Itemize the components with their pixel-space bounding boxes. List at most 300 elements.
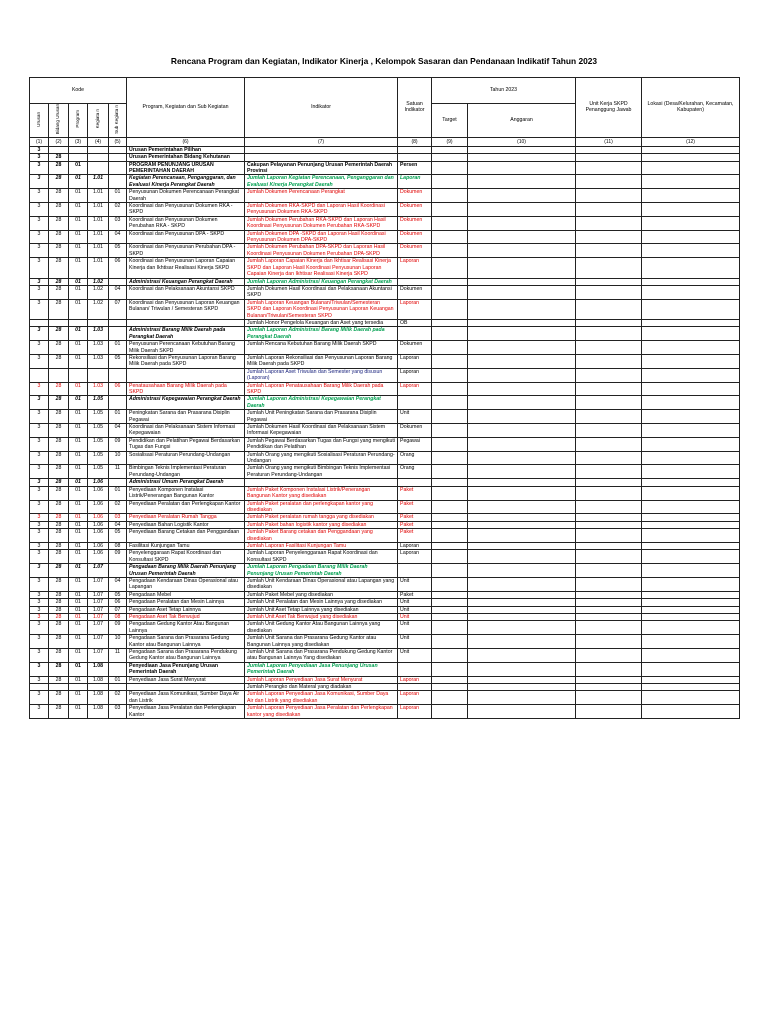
- cell-sub-kegiatan: 09: [109, 621, 127, 635]
- cell-program: 01: [69, 451, 88, 465]
- cell-urusan: 3: [30, 175, 49, 189]
- cell-program-kegiatan: Administrasi Kepegawaian Perangkat Daerah: [127, 396, 245, 410]
- cell-bidang: 28: [49, 606, 69, 613]
- cell-target: [432, 684, 468, 691]
- cell-urusan: 3: [30, 161, 49, 175]
- cell-lokasi: [642, 319, 740, 326]
- cell-target: [432, 599, 468, 606]
- cell-indikator: Jumlah Rencana Kebutuhan Barang Milik Daerah SKPD: [245, 341, 398, 355]
- cell-unit-kerja: [576, 691, 642, 705]
- cell-lokasi: [642, 341, 740, 355]
- header-urusan: Urusan: [30, 104, 49, 138]
- cell-urusan: 3: [30, 662, 49, 676]
- cell-satuan: OB: [398, 319, 432, 326]
- cell-anggaran: [468, 175, 576, 189]
- cell-target: [432, 354, 468, 368]
- cell-satuan: Unit: [398, 614, 432, 621]
- cell-satuan: Dokumen: [398, 285, 432, 299]
- cell-kegiatan: 1.07: [88, 591, 109, 598]
- cell-lokasi: [642, 649, 740, 663]
- cell-kegiatan: 1.08: [88, 676, 109, 683]
- cell-sub-kegiatan: 07: [109, 299, 127, 319]
- cell-program: [69, 146, 88, 153]
- cell-program: 01: [69, 529, 88, 543]
- cell-satuan: Unit: [398, 649, 432, 663]
- cell-unit-kerja: [576, 514, 642, 521]
- cell-lokasi: [642, 161, 740, 175]
- header-sub-kegiatan: Sub Kegiata n: [109, 104, 127, 138]
- cell-bidang: 28: [49, 175, 69, 189]
- cell-unit-kerja: [576, 529, 642, 543]
- cell-target: [432, 564, 468, 578]
- cell-indikator: Jumlah Unit Aset Tetap Lainnya yang disediakan: [245, 606, 398, 613]
- cell-unit-kerja: [576, 299, 642, 319]
- cell-unit-kerja: [576, 146, 642, 153]
- cell-program: 01: [69, 662, 88, 676]
- cell-lokasi: [642, 278, 740, 285]
- table-row: [30, 244, 740, 258]
- cell-program: 01: [69, 705, 88, 719]
- cell-urusan: 3: [30, 341, 49, 355]
- cell-indikator: Jumlah Pegawai Berdasarkan Tugas dan Fungsi yang mengikuti Pendidikan dan Pelatihan: [245, 437, 398, 451]
- cell-kegiatan: 1.01: [88, 203, 109, 217]
- cell-kegiatan: 1.01: [88, 216, 109, 230]
- cell-sub-kegiatan: 05: [109, 529, 127, 543]
- cell-urusan: 3: [30, 550, 49, 564]
- cell-unit-kerja: [576, 410, 642, 424]
- header-kode: Kode: [30, 78, 127, 104]
- cell-bidang: 28: [49, 550, 69, 564]
- cell-target: [432, 175, 468, 189]
- cell-sub-kegiatan: 07: [109, 606, 127, 613]
- cell-satuan: Laporan: [398, 691, 432, 705]
- cell-sub-kegiatan: [109, 684, 127, 691]
- cell-bidang: 28: [49, 258, 69, 278]
- cell-target: [432, 437, 468, 451]
- cell-urusan: 3: [30, 591, 49, 598]
- cell-kegiatan: 1.08: [88, 705, 109, 719]
- cell-urusan: 3: [30, 691, 49, 705]
- cell-program: 01: [69, 564, 88, 578]
- cell-lokasi: [642, 175, 740, 189]
- cell-lokasi: [642, 635, 740, 649]
- table-row: [30, 382, 740, 396]
- cell-program: 01: [69, 550, 88, 564]
- cell-target: [432, 327, 468, 341]
- cell-urusan: 3: [30, 676, 49, 683]
- cell-program: 01: [69, 649, 88, 663]
- cell-sub-kegiatan: 04: [109, 424, 127, 438]
- cell-program: 01: [69, 635, 88, 649]
- cell-target: [432, 341, 468, 355]
- table-row: [30, 437, 740, 451]
- header-bidang-urusan: Bidang Urusan: [49, 104, 69, 138]
- cell-indikator: Jumlah Laporan Capaian Kinerja dan Ikhtisar Realisasi Kinerja SKPD dan Laporan Hasil Koordinasi Penyusunan Laporan Capaian Kinerja dan Ikhtisar Realisasi Kinerja SKPD: [245, 258, 398, 278]
- cell-indikator: Jumlah Laporan Penatausahaan Barang Milik Daerah pada SKPD: [245, 382, 398, 396]
- cell-target: [432, 396, 468, 410]
- cell-sub-kegiatan: [109, 161, 127, 175]
- column-number: (4): [88, 137, 109, 146]
- cell-program-kegiatan: Fasilitasi Kunjungan Tamu: [127, 542, 245, 549]
- cell-program: 01: [69, 606, 88, 613]
- cell-satuan: Unit: [398, 635, 432, 649]
- cell-urusan: 3: [30, 146, 49, 153]
- cell-target: [432, 278, 468, 285]
- cell-indikator: Jumlah Laporan Rekonsiliasi dan Penyusunan Laporan Barang Milik Daerah pada SKPD: [245, 354, 398, 368]
- cell-urusan: 3: [30, 258, 49, 278]
- cell-anggaran: [468, 621, 576, 635]
- cell-satuan: Laporan: [398, 299, 432, 319]
- cell-unit-kerja: [576, 465, 642, 479]
- cell-anggaran: [468, 564, 576, 578]
- cell-indikator: Jumlah Unit Gedung Kantor Atau Bangunan Lainnya yang disediakan: [245, 621, 398, 635]
- cell-program-kegiatan: Pengadaan Sarana dan Prasarana Pendukung Gedung Kantor atau Bangunan Lainnya: [127, 649, 245, 663]
- cell-program-kegiatan: Pengadaan Aset Tetap Lainnya: [127, 606, 245, 613]
- cell-anggaran: [468, 705, 576, 719]
- cell-bidang: 28: [49, 161, 69, 175]
- cell-kegiatan: 1.05: [88, 465, 109, 479]
- cell-urusan: 3: [30, 606, 49, 613]
- cell-program-kegiatan: [127, 368, 245, 382]
- cell-target: [432, 368, 468, 382]
- cell-anggaran: [468, 577, 576, 591]
- cell-indikator: Jumlah Unit Kendaraan Dinas Operasional atau Lapangan yang disediakan: [245, 577, 398, 591]
- cell-target: [432, 542, 468, 549]
- cell-bidang: 28: [49, 451, 69, 465]
- cell-indikator: Jumlah Dokumen DPA -SKPD dan Laporan Hasil Koordinasi Penyusunan Dokumen DPA-SKPD: [245, 230, 398, 244]
- cell-program: 01: [69, 341, 88, 355]
- table-row: [30, 203, 740, 217]
- cell-program-kegiatan: Penyusunan Perencanaan Kebutuhan Barang Milik Daerah SKPD: [127, 341, 245, 355]
- cell-unit-kerja: [576, 341, 642, 355]
- table-row: [30, 591, 740, 598]
- cell-sub-kegiatan: 03: [109, 514, 127, 521]
- cell-anggaran: [468, 216, 576, 230]
- cell-urusan: 3: [30, 465, 49, 479]
- cell-indikator: Jumlah Dokumen Hasil Koordinasi dan Pelaksanaan Sistem Informasi Kepegawaian: [245, 424, 398, 438]
- cell-sub-kegiatan: 02: [109, 691, 127, 705]
- cell-sub-kegiatan: 11: [109, 649, 127, 663]
- table-row: [30, 500, 740, 514]
- cell-lokasi: [642, 591, 740, 598]
- cell-indikator: Jumlah Paket peralatan dan perlengkapan kantor yang disediakan: [245, 500, 398, 514]
- document-title: Rencana Program dan Kegiatan, Indikator Kinerja , Kelompok Sasaran dan Pendanaan Indikatif Tahun 2023: [170, 56, 598, 66]
- cell-target: [432, 230, 468, 244]
- cell-kegiatan: 1.07: [88, 649, 109, 663]
- cell-satuan: Unit: [398, 410, 432, 424]
- cell-kegiatan: 1.01: [88, 244, 109, 258]
- table-row: [30, 319, 740, 326]
- header-satuan: Satuan Indikator: [398, 78, 432, 138]
- cell-indikator: Jumlah Paket peralatan rumah tangga yang disediakan: [245, 514, 398, 521]
- header-target: Target: [432, 104, 468, 138]
- cell-indikator: Jumlah Laporan Penyediaan Jasa Peralatan dan Perlengkapan kantor yang disediakan: [245, 705, 398, 719]
- cell-lokasi: [642, 486, 740, 500]
- cell-unit-kerja: [576, 591, 642, 598]
- cell-satuan: Laporan: [398, 175, 432, 189]
- cell-bidang: [49, 146, 69, 153]
- cell-bidang: 28: [49, 591, 69, 598]
- cell-lokasi: [642, 500, 740, 514]
- cell-urusan: 3: [30, 649, 49, 663]
- cell-indikator: Jumlah Unit Sarana dan Prasarana Gedung Kantor atau Bangunan Lainnya yang disediakan: [245, 635, 398, 649]
- cell-unit-kerja: [576, 479, 642, 486]
- cell-program: 01: [69, 621, 88, 635]
- column-number: (10): [468, 137, 576, 146]
- cell-program-kegiatan: Penyediaan Barang Cetakan dan Penggandaan: [127, 529, 245, 543]
- cell-kegiatan: 1.01: [88, 230, 109, 244]
- cell-target: [432, 621, 468, 635]
- cell-bidang: 28: [49, 577, 69, 591]
- cell-unit-kerja: [576, 705, 642, 719]
- cell-lokasi: [642, 396, 740, 410]
- cell-program: 01: [69, 614, 88, 621]
- cell-lokasi: [642, 189, 740, 203]
- cell-program-kegiatan: Penyediaan Peralatan dan Perlengkapan Kantor: [127, 500, 245, 514]
- cell-sub-kegiatan: 09: [109, 550, 127, 564]
- cell-program: 01: [69, 500, 88, 514]
- cell-lokasi: [642, 606, 740, 613]
- column-number: (7): [245, 137, 398, 146]
- cell-bidang: 28: [49, 299, 69, 319]
- cell-target: [432, 154, 468, 161]
- column-number: (6): [127, 137, 245, 146]
- cell-indikator: Jumlah Paket Mebel yang disediakan: [245, 591, 398, 598]
- cell-unit-kerja: [576, 437, 642, 451]
- cell-program: 01: [69, 410, 88, 424]
- cell-satuan: Dokumen: [398, 230, 432, 244]
- cell-program: 01: [69, 591, 88, 598]
- cell-urusan: 3: [30, 514, 49, 521]
- cell-satuan: Laporan: [398, 542, 432, 549]
- cell-program: [69, 319, 88, 326]
- cell-kegiatan: 1.06: [88, 529, 109, 543]
- cell-lokasi: [642, 410, 740, 424]
- program-table: [29, 77, 740, 719]
- cell-bidang: 28: [49, 564, 69, 578]
- cell-sub-kegiatan: 01: [109, 486, 127, 500]
- header-program-kegiatan: Program, Kegiatan dan Sub Kegiatan: [127, 78, 245, 138]
- cell-urusan: 3: [30, 285, 49, 299]
- cell-urusan: 3: [30, 154, 49, 161]
- cell-kegiatan: 1.03: [88, 327, 109, 341]
- cell-program: [69, 684, 88, 691]
- cell-program: 01: [69, 285, 88, 299]
- cell-anggaran: [468, 285, 576, 299]
- cell-sub-kegiatan: [109, 154, 127, 161]
- cell-target: [432, 479, 468, 486]
- table-row: [30, 327, 740, 341]
- cell-bidang: 28: [49, 521, 69, 528]
- table-row: [30, 479, 740, 486]
- cell-bidang: 28: [49, 216, 69, 230]
- cell-target: [432, 500, 468, 514]
- cell-lokasi: [642, 662, 740, 676]
- cell-program-kegiatan: Koordinasi dan Penyusunan Dokumen Perubahan RKA - SKPD: [127, 216, 245, 230]
- cell-unit-kerja: [576, 285, 642, 299]
- cell-satuan: Paket: [398, 486, 432, 500]
- table-row: [30, 684, 740, 691]
- cell-bidang: 28: [49, 437, 69, 451]
- cell-target: [432, 146, 468, 153]
- cell-bidang: 28: [49, 230, 69, 244]
- cell-indikator: Jumlah Paket Komponen Instalasi Listrik/Penerangan Bangunan Kantor yang disediakan: [245, 486, 398, 500]
- cell-kegiatan: 1.01: [88, 258, 109, 278]
- cell-lokasi: [642, 521, 740, 528]
- cell-kegiatan: 1.05: [88, 396, 109, 410]
- cell-kegiatan: 1.08: [88, 691, 109, 705]
- cell-kegiatan: 1.02: [88, 278, 109, 285]
- cell-kegiatan: [88, 161, 109, 175]
- cell-kegiatan: 1.07: [88, 635, 109, 649]
- cell-program-kegiatan: Penyediaan Bahan Logistik Kantor: [127, 521, 245, 528]
- column-number-row: [30, 137, 740, 146]
- table-row: [30, 577, 740, 591]
- cell-satuan: Laporan: [398, 354, 432, 368]
- cell-program: 01: [69, 382, 88, 396]
- cell-indikator: Jumlah Orang yang mengikuti Sosialisasi Peraturan Perundang-Undangan: [245, 451, 398, 465]
- cell-program: 01: [69, 216, 88, 230]
- cell-satuan: Paket: [398, 500, 432, 514]
- cell-program-kegiatan: Penyediaan Komponen Instalasi Listrik/Penerangan Bangunan Kantor: [127, 486, 245, 500]
- cell-anggaran: [468, 424, 576, 438]
- cell-bidang: 28: [49, 154, 69, 161]
- cell-lokasi: [642, 465, 740, 479]
- table-row: [30, 614, 740, 621]
- cell-urusan: 3: [30, 244, 49, 258]
- cell-urusan: 3: [30, 705, 49, 719]
- cell-target: [432, 521, 468, 528]
- cell-lokasi: [642, 327, 740, 341]
- cell-unit-kerja: [576, 189, 642, 203]
- cell-anggaran: [468, 189, 576, 203]
- cell-target: [432, 550, 468, 564]
- cell-unit-kerja: [576, 550, 642, 564]
- cell-program: 01: [69, 424, 88, 438]
- cell-urusan: 3: [30, 230, 49, 244]
- cell-indikator: Jumlah Dokumen Perubahan RKA-SKPD dan Laporan Hasil Koordinasi Penyusunan Dokumen Perubahan RKA-SKPD: [245, 216, 398, 230]
- cell-kegiatan: 1.06: [88, 521, 109, 528]
- cell-anggaran: [468, 451, 576, 465]
- cell-program-kegiatan: Kegiatan Perencanaan, Penganggaran, dan Evaluasi Kinerja Perangkat Daerah: [127, 175, 245, 189]
- cell-program: 01: [69, 161, 88, 175]
- cell-satuan: [398, 327, 432, 341]
- cell-unit-kerja: [576, 319, 642, 326]
- column-number: (5): [109, 137, 127, 146]
- cell-target: [432, 676, 468, 683]
- cell-urusan: 3: [30, 451, 49, 465]
- column-number: (11): [576, 137, 642, 146]
- column-number: (3): [69, 137, 88, 146]
- cell-unit-kerja: [576, 327, 642, 341]
- cell-program-kegiatan: Pengadaan Barang Milik Daerah Penunjang Urusan Pemerintah Daerah: [127, 564, 245, 578]
- cell-target: [432, 705, 468, 719]
- cell-lokasi: [642, 354, 740, 368]
- cell-kegiatan: 1.05: [88, 410, 109, 424]
- cell-unit-kerja: [576, 684, 642, 691]
- cell-urusan: 3: [30, 424, 49, 438]
- table-row: [30, 621, 740, 635]
- cell-program: 01: [69, 354, 88, 368]
- cell-satuan: Unit: [398, 599, 432, 606]
- cell-urusan: 3: [30, 599, 49, 606]
- cell-satuan: [398, 684, 432, 691]
- cell-anggaran: [468, 341, 576, 355]
- cell-sub-kegiatan: 05: [109, 244, 127, 258]
- cell-sub-kegiatan: 08: [109, 614, 127, 621]
- cell-lokasi: [642, 285, 740, 299]
- cell-satuan: Laporan: [398, 550, 432, 564]
- cell-indikator: Jumlah Dokumen Perencanaan Perangkat: [245, 189, 398, 203]
- cell-unit-kerja: [576, 230, 642, 244]
- cell-bidang: 28: [49, 341, 69, 355]
- table-row: [30, 514, 740, 521]
- table-row: [30, 154, 740, 161]
- cell-program: 01: [69, 244, 88, 258]
- cell-lokasi: [642, 514, 740, 521]
- cell-target: [432, 244, 468, 258]
- table-row: [30, 258, 740, 278]
- cell-unit-kerja: [576, 500, 642, 514]
- cell-sub-kegiatan: 04: [109, 521, 127, 528]
- cell-target: [432, 514, 468, 521]
- table-row: [30, 299, 740, 319]
- table-row: [30, 341, 740, 355]
- cell-lokasi: [642, 424, 740, 438]
- cell-lokasi: [642, 705, 740, 719]
- cell-target: [432, 319, 468, 326]
- table-row: [30, 691, 740, 705]
- cell-urusan: 3: [30, 577, 49, 591]
- cell-unit-kerja: [576, 635, 642, 649]
- cell-kegiatan: 1.05: [88, 424, 109, 438]
- cell-kegiatan: 1.07: [88, 577, 109, 591]
- cell-sub-kegiatan: [109, 368, 127, 382]
- cell-anggaran: [468, 486, 576, 500]
- cell-bidang: 28: [49, 500, 69, 514]
- cell-bidang: 28: [49, 621, 69, 635]
- cell-satuan: Orang: [398, 451, 432, 465]
- cell-bidang: 28: [49, 465, 69, 479]
- cell-lokasi: [642, 154, 740, 161]
- column-number: (9): [432, 137, 468, 146]
- cell-sub-kegiatan: 04: [109, 285, 127, 299]
- cell-bidang: 28: [49, 244, 69, 258]
- cell-indikator: Jumlah Dokumen RKA-SKPD dan Laporan Hasil Koordinasi Penyusunan Dokumen RKA-SKPD: [245, 203, 398, 217]
- cell-program: 01: [69, 437, 88, 451]
- cell-program-kegiatan: Penyusunan Dokumen Perencanaan Perangkat Daerah: [127, 189, 245, 203]
- cell-kegiatan: 1.03: [88, 341, 109, 355]
- cell-program: 01: [69, 327, 88, 341]
- cell-sub-kegiatan: [109, 327, 127, 341]
- cell-satuan: Laporan: [398, 676, 432, 683]
- cell-indikator: Jumlah Paket bahan logistik kantor yang disediakan: [245, 521, 398, 528]
- cell-satuan: Paket: [398, 514, 432, 521]
- cell-anggaran: [468, 521, 576, 528]
- table-row: [30, 424, 740, 438]
- cell-sub-kegiatan: 02: [109, 500, 127, 514]
- cell-program: 01: [69, 465, 88, 479]
- cell-program-kegiatan: Penyelenggaraan Rapat Koordinasi dan Konsultasi SKPD: [127, 550, 245, 564]
- cell-satuan: [398, 479, 432, 486]
- cell-satuan: [398, 396, 432, 410]
- cell-urusan: 3: [30, 486, 49, 500]
- cell-sub-kegiatan: 01: [109, 341, 127, 355]
- cell-sub-kegiatan: [109, 564, 127, 578]
- cell-target: [432, 382, 468, 396]
- cell-sub-kegiatan: [109, 278, 127, 285]
- cell-urusan: [30, 319, 49, 326]
